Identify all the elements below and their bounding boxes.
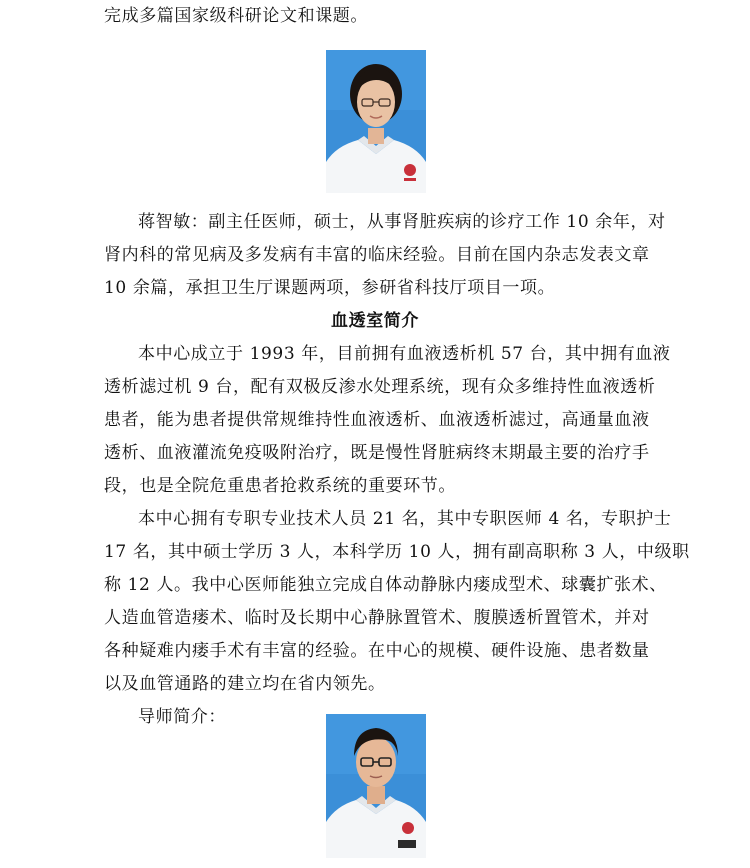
para1-line: 本中心成立于 1993 年，目前拥有血液透析机 57 台，其中拥有血液 [138,344,671,364]
para2-line: 称 12 人。我中心医师能独立完成自体动静脉内瘘成型术、球囊扩张术、 [104,575,667,595]
portrait-2-image [326,714,426,858]
bio-line: 10 余篇，承担卫生厅课题两项，参研省科技厅项目一项。 [104,278,556,298]
doctor-portrait-2 [326,714,426,858]
bio-line: 蒋智敏：副主任医师，硕士，从事肾脏疾病的诊疗工作 10 余年，对 [138,212,666,232]
mentor-label: 导师简介： [138,707,226,727]
para2-line: 以及血管通路的建立均在省内领先。 [104,674,386,694]
para1-line: 段，也是全院危重患者抢救系统的重要环节。 [104,476,456,496]
doctor-portrait-1 [326,50,426,193]
section-title: 血透室简介 [331,311,419,331]
para1-line: 透析滤过机 9 台，配有双极反渗水处理系统，现有众多维持性血液透析 [104,377,656,397]
para2-line: 各种疑难内瘘手术有丰富的经验。在中心的规模、硬件设施、患者数量 [104,641,650,661]
para1-line: 患者，能为患者提供常规维持性血液透析、血液透析滤过，高通量血液 [104,410,650,430]
portrait-1-image [326,50,426,193]
para2-line: 本中心拥有专职专业技术人员 21 名，其中专职医师 4 名，专职护士 [138,509,672,529]
para2-line: 17 名，其中硕士学历 3 人，本科学历 10 人，拥有副高职称 3 人，中级职 [104,542,690,562]
para1-line: 透析、血液灌流免疫吸附治疗，既是慢性肾脏病终末期最主要的治疗手 [104,443,650,463]
para2-line: 人造血管造瘘术、临时及长期中心静脉置管术、腹膜透析置管术，并对 [104,608,650,628]
bio-line: 肾内科的常见病及多发病有丰富的临床经验。目前在国内杂志发表文章 [104,245,650,265]
top-line: 完成多篇国家级科研论文和课题。 [104,6,368,26]
